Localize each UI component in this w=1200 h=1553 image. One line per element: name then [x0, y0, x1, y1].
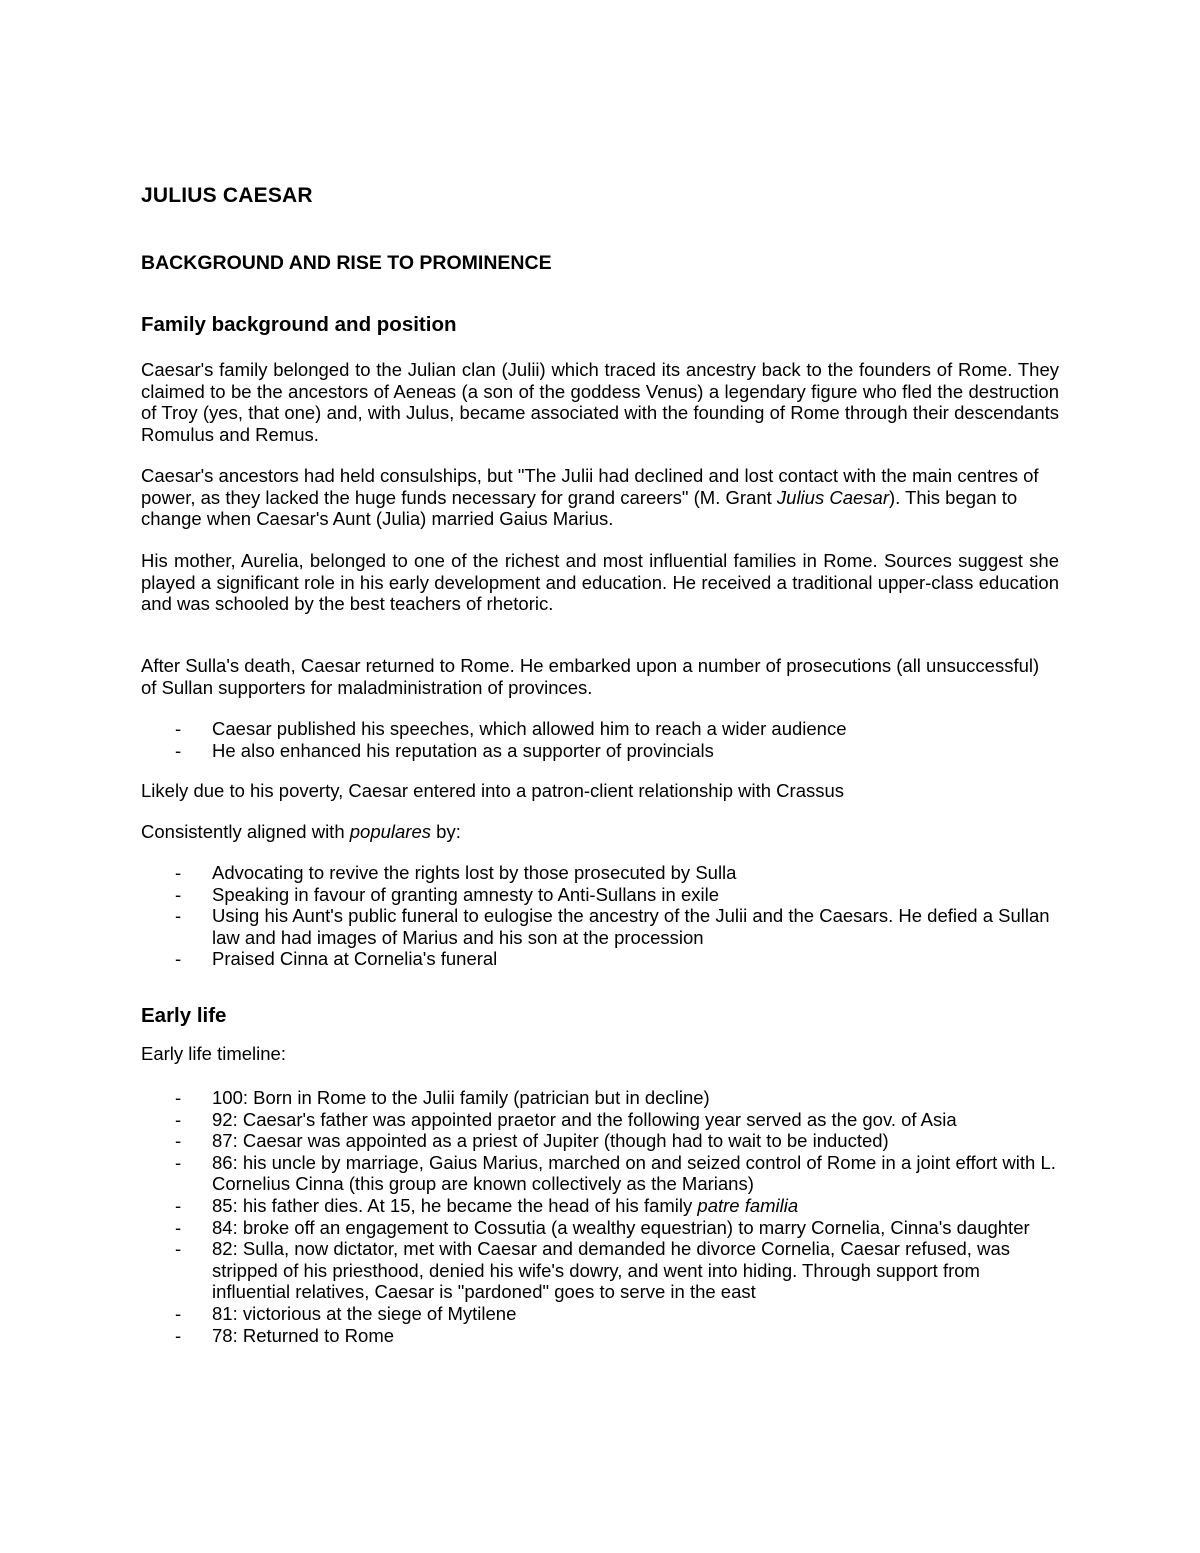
document-title: JULIUS CAESAR [141, 184, 313, 207]
family-paragraph-1: Caesar's family belonged to the Julian clan (Julii) which traced its ancestry back to the founders of Rome. They claimed to be the ancestors of Aeneas (a son of the goddess Venus) a legendary figure who fled the destruction of Troy (yes, that one) and, with Julus, became associated with the founding of Rome through their descendants Romulus and Remus. [141, 359, 1059, 445]
section-title: BACKGROUND AND RISE TO PROMINENCE [141, 252, 552, 274]
family-paragraph-3: His mother, Aurelia, belonged to one of the richest and most influential families in Rome. Sources suggest she played a significant role in his early development and education. He received a traditional upper-class education and was schooled by the best teachers of rhetoric. [141, 550, 1059, 615]
family-paragraph-6 [141, 821, 1059, 843]
timeline-item-text: 82: Sulla, now dictator, met with Caesar and demanded he divorce Cornelia, Caesar refused, was stripped of his priesthood, denied his wife's dowry, and went into hiding. Through support from influential relatives, Caesar is "pardoned" goes to serve in the east [212, 1238, 1010, 1303]
dash-bullet: - [175, 739, 182, 761]
populares-term: populares [349, 821, 432, 842]
dash-bullet: - [175, 862, 182, 883]
timeline-item-text: 86: his uncle by marriage, Gaius Marius, marched on and seized control of Rome in a joint effort with L. Cornelius Cinna (this group are known collectively as the Marians) [212, 1151, 1056, 1195]
list-item-text: He also enhanced his reputation as a supporter of provincials [212, 739, 714, 761]
timeline-item [141, 1087, 1059, 1109]
family-paragraph-6-end: by: [431, 821, 461, 842]
latin-term: patre familia [697, 1194, 799, 1216]
book-title: Julius Caesar [776, 486, 889, 508]
dash-bullet: - [175, 1151, 182, 1173]
dash-bullet: - [175, 1238, 182, 1260]
family-paragraph-2-start: Caesar's ancestors had held consulships, but "The Julii had declined and lost contact with the main centres of power, as they lacked the huge funds necessary for grand careers" (M. Grant [141, 465, 1039, 508]
dash-bullet: - [175, 905, 182, 927]
family-paragraph-4: After Sulla's death, Caesar returned to Rome. He embarked upon a number of prosecutions (all unsuccessful) of Sullan supporters for maladministration of provinces. [141, 655, 1040, 698]
populares-list [141, 862, 1059, 970]
list-item [141, 948, 1059, 970]
family-paragraph-2 [141, 465, 1059, 530]
list-item [141, 740, 1059, 762]
timeline-item [141, 1238, 1059, 1303]
prosecutions-list [141, 718, 1059, 761]
dash-bullet: - [175, 883, 182, 905]
dash-bullet: - [175, 1194, 182, 1216]
timeline-item [141, 1152, 1059, 1195]
dash-bullet: - [175, 718, 182, 739]
early-life-timeline [141, 1087, 1059, 1346]
dash-bullet: - [175, 1130, 182, 1152]
timeline-item [141, 1217, 1059, 1239]
family-paragraph-5: Likely due to his poverty, Caesar entered into a patron-client relationship with Crassus [141, 780, 845, 801]
list-item-text: Praised Cinna at Cornelia's funeral [212, 948, 498, 970]
dash-bullet: - [175, 1087, 182, 1108]
timeline-item [141, 1325, 1059, 1347]
timeline-item-text-start: 85: his father dies. At 15, he became the head of his family [212, 1194, 698, 1216]
timeline-item-text: 87: Caesar was appointed as a priest of Jupiter (though had to wait to be inducted) [212, 1130, 889, 1152]
list-item-text: Speaking in favour of granting amnesty to Anti-Sullans in exile [212, 883, 719, 905]
timeline-item [141, 1303, 1059, 1325]
list-item-text: Caesar published his speeches, which allowed him to reach a wider audience [212, 718, 847, 739]
timeline-item-text [212, 1195, 1059, 1217]
dash-bullet: - [175, 1108, 182, 1130]
list-item-text: Using his Aunt's public funeral to eulogise the ancestry of the Julii and the Caesars. He defied a Sullan law and had images of Marius and his son at the procession [212, 905, 1050, 948]
list-item [141, 884, 1059, 906]
timeline-item-text: 81: victorious at the siege of Mytilene [212, 1302, 517, 1324]
timeline-item-text: 84: broke off an engagement to Cossutia (a wealthy equestrian) to marry Cornelia, Cinna's daughter [212, 1216, 1030, 1238]
early-life-heading: Early life [141, 1004, 227, 1027]
family-paragraph-6-start: Consistently aligned with [141, 821, 350, 842]
timeline-item [141, 1130, 1059, 1152]
list-item-text: Advocating to revive the rights lost by those prosecuted by Sulla [212, 862, 737, 883]
list-item [141, 718, 1059, 740]
list-item [141, 862, 1059, 884]
timeline-item [141, 1195, 1059, 1217]
list-item [141, 905, 1059, 948]
dash-bullet: - [175, 1216, 182, 1238]
timeline-item-text: 100: Born in Rome to the Julii family (patrician but in decline) [212, 1087, 710, 1108]
dash-bullet: - [175, 1302, 182, 1324]
timeline-item [141, 1109, 1059, 1131]
timeline-item-text: 92: Caesar's father was appointed praetor and the following year served as the gov. of Asia [212, 1108, 957, 1130]
timeline-item-text: 78: Returned to Rome [212, 1324, 395, 1346]
early-life-intro: Early life timeline: [141, 1043, 286, 1064]
dash-bullet: - [175, 1324, 182, 1346]
family-paragraph-2-end: ). This began to change when Caesar's Aunt (Julia) married Gaius Marius. [141, 486, 1018, 530]
family-background-heading: Family background and position [141, 313, 457, 336]
dash-bullet: - [175, 948, 182, 970]
